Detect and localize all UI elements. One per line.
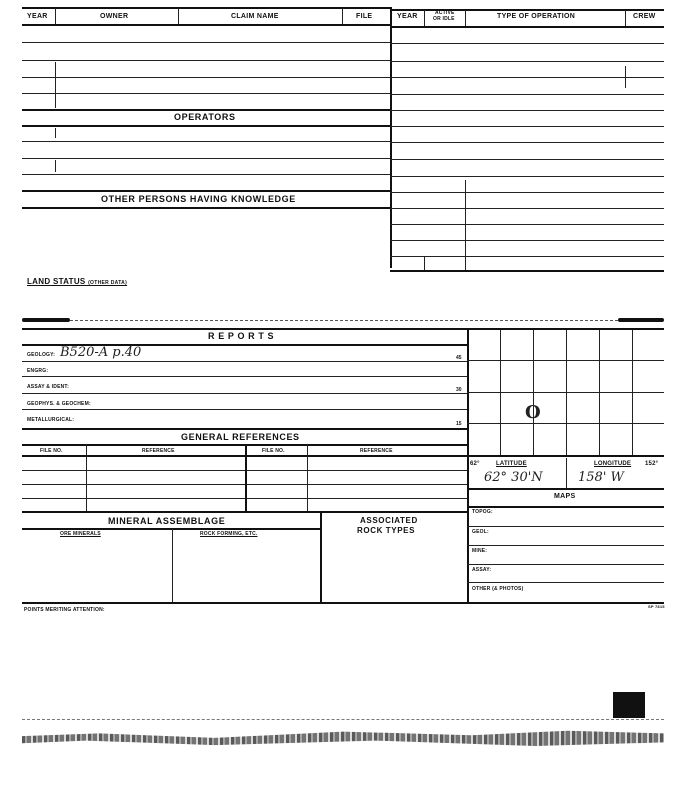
divider: [465, 10, 466, 26]
form-code: SP 7815: [648, 604, 665, 609]
bottom-border: [22, 602, 664, 604]
header-claim-name: CLAIM NAME: [231, 13, 279, 20]
divider: [467, 330, 469, 602]
divider: [307, 444, 308, 511]
row-line: [22, 528, 320, 530]
row-line: [390, 270, 664, 272]
report-value-geology: B520-A p.40: [60, 345, 142, 360]
row-line: [22, 77, 390, 78]
row-line: [22, 174, 390, 175]
scale-number: 30: [456, 387, 462, 393]
lat-prefix: 62°: [470, 461, 480, 467]
report-label-assay: ASSAY & IDENT:: [27, 384, 69, 390]
row-line: [22, 158, 390, 159]
rock-types-title: ROCK TYPES: [357, 526, 416, 535]
header-or-idle: OR IDLE: [433, 16, 455, 22]
scale-number: 45: [456, 355, 462, 361]
location-mark: O: [525, 402, 541, 423]
row-line: [390, 43, 664, 44]
row-line: [467, 564, 664, 565]
row-line: [467, 506, 664, 508]
row-line: [467, 488, 664, 490]
divider: [245, 444, 247, 511]
ref-header-file-no-2: FILE NO.: [262, 448, 285, 454]
divider: [320, 512, 322, 602]
scale-number: 15: [456, 421, 462, 427]
maps-title: MAPS: [554, 493, 576, 500]
scan-artifact-strip: [22, 728, 664, 746]
divider: [625, 66, 626, 88]
row-line: [390, 142, 664, 143]
row-line: [467, 582, 664, 583]
ref-header-reference: REFERENCE: [142, 448, 175, 454]
rock-forming-header: ROCK FORMING, ETC.: [200, 531, 258, 537]
divider: [22, 719, 664, 720]
divider: [55, 160, 56, 172]
row-line: [467, 526, 664, 527]
divider: [55, 8, 56, 24]
header-year-2: YEAR: [397, 13, 418, 20]
row-line: [467, 545, 664, 546]
reports-top-border: [22, 328, 664, 330]
header-owner: OWNER: [100, 13, 129, 20]
row-line: [22, 24, 390, 26]
row-line: [390, 256, 664, 257]
header-file: FILE: [356, 13, 373, 20]
divider: [625, 10, 626, 26]
row-line: [22, 109, 390, 111]
grid-line: [467, 392, 664, 393]
row-line: [390, 77, 664, 78]
ref-header-file-no: FILE NO.: [40, 448, 63, 454]
longitude-label: LONGITUDE: [594, 461, 632, 467]
row-line: [22, 361, 468, 362]
row-line: [390, 192, 664, 193]
row-line: [22, 93, 390, 94]
latitude-value: 62° 30'N: [484, 470, 543, 485]
divider: [424, 10, 425, 26]
row-line: [390, 176, 664, 177]
row-line: [390, 208, 664, 209]
row-line: [390, 159, 664, 160]
top-border-right: [392, 9, 664, 11]
divider: [55, 128, 56, 138]
row-line: [390, 94, 664, 95]
report-label-engrg: ENGRG:: [27, 368, 49, 374]
maps-geol: GEOL:: [472, 529, 489, 535]
associated-title: ASSOCIATED: [360, 516, 418, 525]
divider: [342, 8, 343, 24]
operators-title: OPERATORS: [174, 112, 236, 122]
divider: [86, 444, 87, 511]
maps-mine: MINE:: [472, 548, 488, 554]
grid-line: [467, 360, 664, 361]
row-line: [390, 126, 664, 127]
divider: [70, 320, 618, 321]
row-line: [390, 240, 664, 241]
divider: [424, 256, 425, 270]
row-line: [22, 409, 468, 410]
maps-assay: ASSAY:: [472, 567, 492, 573]
reports-title: R E P O R T S: [208, 331, 275, 341]
row-line: [22, 190, 390, 192]
report-label-geophys: GEOPHYS. & GEOCHEM:: [27, 401, 91, 407]
row-line: [22, 207, 390, 209]
row-line: [22, 60, 390, 61]
longitude-value: 158' W: [578, 470, 624, 485]
row-line: [22, 511, 468, 513]
row-line: [22, 393, 468, 394]
latitude-label: LATITUDE: [496, 461, 527, 467]
divider: [172, 529, 173, 602]
scan-artifact-block: [613, 692, 645, 718]
mineral-assemblage-title: MINERAL ASSEMBLAGE: [108, 516, 226, 526]
divider: [618, 318, 664, 322]
lon-suffix: 152°: [645, 461, 659, 467]
center-divider: [390, 8, 392, 268]
row-line: [22, 125, 390, 127]
header-active: ACTIVE: [435, 10, 455, 16]
points-meriting-attention: POINTS MERITING ATTENTION:: [24, 607, 105, 613]
header-crew: CREW: [633, 13, 656, 20]
other-persons-title: OTHER PERSONS HAVING KNOWLEDGE: [101, 194, 296, 204]
divider: [55, 62, 56, 108]
row-line: [22, 42, 390, 43]
row-line: [22, 376, 468, 377]
header-type-of-operation: TYPE OF OPERATION: [497, 13, 576, 20]
row-line: [22, 428, 468, 430]
report-label-geology: GEOLOGY:: [27, 352, 56, 358]
row-line: [22, 141, 390, 142]
divider: [465, 180, 466, 270]
grid-line: [467, 455, 664, 457]
header-year: YEAR: [27, 13, 48, 20]
divider: [566, 458, 567, 488]
divider: [22, 318, 70, 322]
land-status-title: LAND STATUS (OTHER DATA): [27, 277, 128, 286]
row-line: [390, 224, 664, 225]
row-line: [390, 26, 664, 28]
row-line: [390, 61, 664, 62]
report-label-metallurgical: METALLURGICAL:: [27, 417, 75, 423]
grid-line: [467, 423, 664, 424]
maps-topog: TOPOG:: [472, 509, 493, 515]
divider: [178, 8, 179, 24]
ore-minerals-header: ORE MINERALS: [60, 531, 101, 537]
row-line: [390, 110, 664, 111]
top-border-left: [22, 7, 392, 9]
ref-header-reference-2: REFERENCE: [360, 448, 393, 454]
maps-other: OTHER (& PHOTOS): [472, 586, 524, 592]
general-references-title: GENERAL REFERENCES: [181, 432, 300, 442]
